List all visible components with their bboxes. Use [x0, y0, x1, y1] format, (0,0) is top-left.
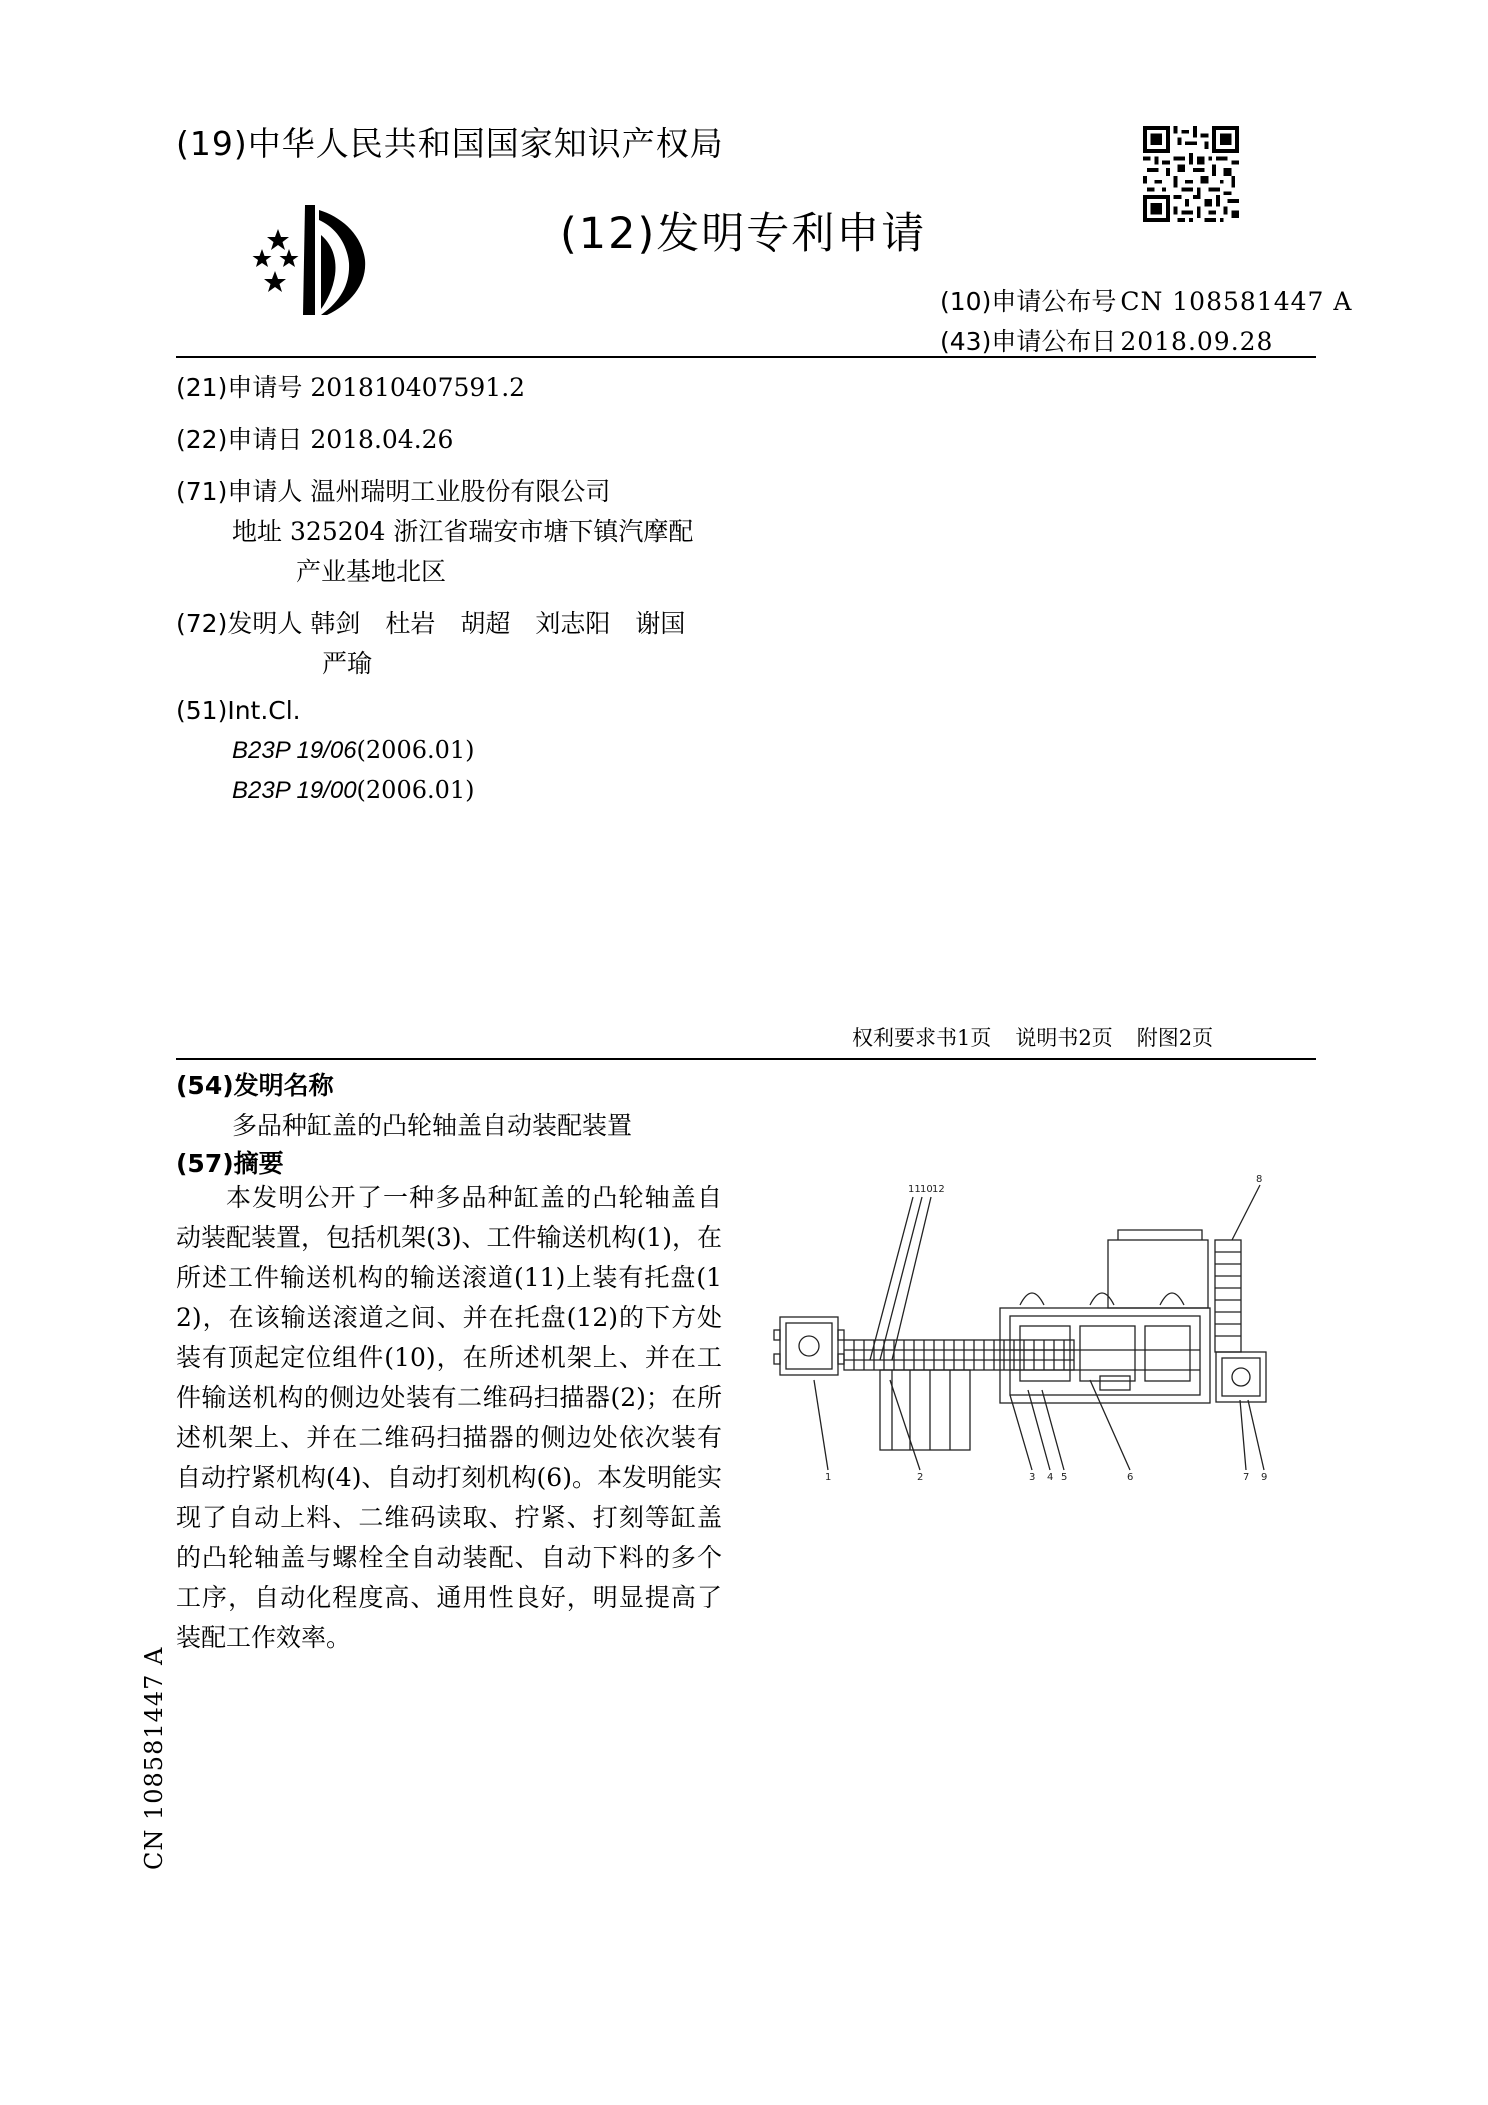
figure-label: 1: [825, 1472, 832, 1483]
application-date-row: [176, 420, 453, 456]
inventors-row: [176, 604, 685, 640]
cnipa-emblem-icon: [247, 205, 387, 324]
application-number-label: (21)申请号: [176, 373, 303, 402]
publication-date-label: (43)申请公布日: [940, 327, 1117, 356]
figure-label: 2: [917, 1472, 924, 1483]
invention-title-label: (54)发明名称: [176, 1071, 334, 1100]
figure-label: 5: [1061, 1472, 1068, 1483]
header-divider: [176, 356, 1316, 358]
application-number-row: [176, 368, 525, 404]
inventors-line-2: 严瑜: [322, 649, 373, 678]
ipc-version: (2006.01): [356, 736, 475, 764]
document-type: (12)发明专利申请: [560, 209, 927, 259]
figure-label: 11: [908, 1184, 921, 1195]
address-line-2: 产业基地北区: [296, 557, 447, 586]
application-number: 201810407591.2: [310, 373, 526, 402]
abstract-drawing: [770, 1140, 1330, 1524]
applicant-label: (71)申请人: [176, 477, 303, 506]
qr-code-icon: [1143, 126, 1239, 226]
figure-label: 10: [920, 1184, 933, 1195]
ipc-code: B23P 19/06: [232, 737, 357, 764]
inventors-label: (72)发明人: [176, 609, 303, 638]
page-counts: [852, 1022, 1237, 1052]
ipc-entry: [232, 776, 475, 805]
patent-office-name: (19)中华人民共和国国家知识产权局: [176, 124, 724, 163]
figure-label: 3: [1029, 1472, 1036, 1483]
publication-number: CN 108581447 A: [1120, 287, 1353, 316]
inventors-line-1: 韩剑 杜岩 胡超 刘志阳 谢国: [310, 609, 686, 638]
address-row: [232, 512, 693, 548]
claims-page-count: 权利要求书1页: [852, 1026, 992, 1050]
figure-label: 8: [1256, 1174, 1263, 1185]
description-page-count: 说明书2页: [1015, 1026, 1113, 1050]
figure-label: 12: [932, 1184, 945, 1195]
applicant-row: [176, 472, 610, 508]
ipc-code: B23P 19/00: [232, 777, 357, 804]
address-label: 地址: [232, 517, 283, 546]
ipc-entry: [232, 736, 475, 765]
publication-date-row: [940, 322, 1273, 358]
abstract-label: (57)摘要: [176, 1149, 284, 1178]
application-date-label: (22)申请日: [176, 425, 303, 454]
figure-label: 7: [1243, 1472, 1250, 1483]
application-date: 2018.04.26: [310, 425, 454, 454]
side-publication-number: CN 108581447 A: [140, 1646, 168, 1870]
drawings-page-count: 附图2页: [1136, 1026, 1214, 1050]
invention-title: 多品种缸盖的凸轮轴盖自动装配装置: [232, 1111, 633, 1140]
publication-date: 2018.09.28: [1120, 327, 1274, 356]
ipc-version: (2006.01): [356, 776, 475, 804]
figure-label: 4: [1047, 1472, 1054, 1483]
figure-label: 9: [1261, 1472, 1268, 1483]
abstract-text: 本发明公开了一种多品种缸盖的凸轮轴盖自动装配装置，包括机架(3)、工件输送机构(1)，在所述工件输送机构的输送滚道(11)上装有托盘(12)，在该输送滚道之间、并在托盘(12)的下方处装有顶起定位组件(10)，在所述机架上、并在工件输送机构的侧边处装有二维码扫描器(2)；在所述机架上、并在二维码扫描器的侧边处依次装有自动拧紧机构(4)、自动打刻机构(6)。本发明能实现了自动上料、二维码读取、拧紧、打刻等缸盖的凸轮轴盖与螺栓全自动装配、自动下料的多个工序，自动化程度高、通用性良好，明显提高了装配工作效率。: [176, 1183, 722, 1652]
figure-label: 6: [1127, 1472, 1134, 1483]
applicant-name: 温州瑞明工业股份有限公司: [310, 477, 611, 506]
publication-number-row: [940, 282, 1352, 318]
ipc-label: (51)Int.Cl.: [176, 696, 301, 725]
publication-number-label: (10)申请公布号: [940, 287, 1117, 316]
section-divider: [176, 1058, 1316, 1060]
address-line-1: 325204 浙江省瑞安市塘下镇汽摩配: [290, 517, 694, 546]
